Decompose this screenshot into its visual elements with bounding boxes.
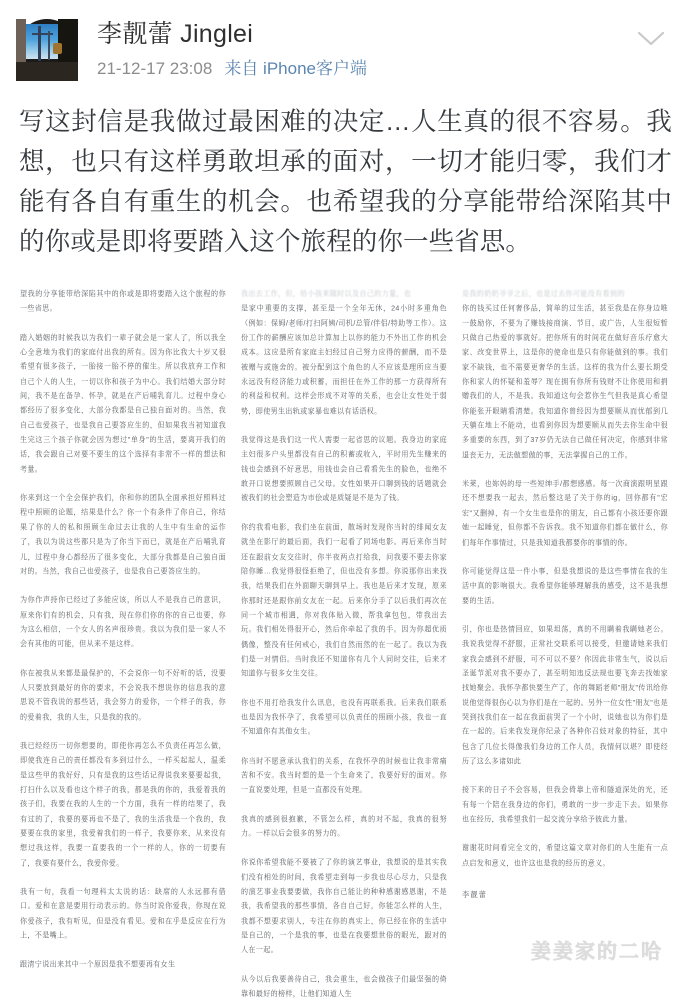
letter-paragraph: 你当时不愿意承认我们的关系，在我怀孕的时候也让我非常痛苦和不安。我当时想的是一个生命来了，我要好好的面对。你一直说要处理，但是一直都没有处理。 xyxy=(241,757,447,795)
avatar-lamp xyxy=(53,43,62,54)
letter-paragraph: 你可能觉得这是一件小事，但是我想说的是这些事情在我的生活中真的影响很大。我希望你能够理解我的感受，这不是我想要的生活。 xyxy=(462,568,668,605)
letter-paragraph: 你的钱买过任何奢侈品，简单的过生活，甚至我是在你身边唯一鼓励你，不要为了赚钱接商演、节目，或广告，人生很短暂只做自己热爱的事就好。把你所有的时间花在做好音乐疗愈大家、改变世界上，这是你的使命也是只有你能做到的事。我们家不缺钱，也不需要更奢华的生活。这样的我为什么要长期受你和家人的怀疑和羞辱？现在拥有你所有钱财不让你使用和捐赠我们的人，不是我。我知道这句会惹你生气但我是真心希望你能张开眼睛看清楚。我知道你曾经因为想要顺从而忧郁到几天躺在地上不能动，也看到你因为想要顺从而失去你生命中很多重要的东西，到了37岁仍无法自己做任何决定，你感到非常退丧无力，无法做想做的事，无法掌握自己的工作。 xyxy=(462,305,668,460)
letter-columns xyxy=(18,288,673,999)
post-header xyxy=(0,0,690,100)
letter-paragraph: 你约我看电影，我们坐在前面，散场时发现你当时的绯闻女友就坐在影厅的最后面，我们一起看了同场电影。再后来你当时还在跟前女友交往时，你半夜两点打给我，问我要不要去你家陪你睡…我觉得很怪拒绝了，但也没有多想。你说那你出来找我，结果我们在外面聊天聊到早上。我也是后来才发现，原来你那时还是跟你前女友在一起。后来你分手了以后我们再次在同一个城市相遇，你对我体贴入微，帮我拿包包，带我出去玩。我们相处得很开心，然后你牵起了我的手。因为你超优质偶像，整没有任何戒心，我们自然而然的在一起了。我以为我们是一对情侣。当时我还不知道你有几个人同时交往，后来才知道你与很多女生交往。 xyxy=(241,524,447,678)
avatar-pole-secondary xyxy=(48,31,50,60)
author-display-name[interactable]: 李靓蕾 Jinglei xyxy=(97,20,254,48)
letter-paragraph: 米莱，也妳妈的母一些短绅手/都想感感。每一次商演跟明星跟还不想要我一起去，然后整这是了关于你的ig，回你都有"宏宏"又删掉，有一个女生也是你的朋友，自己都有小孩还要你跟她一起睡觉，但你都不告诉我。我不知道你们都在做什么，你们每年作事情过，只是我知道我都要你的事情的你。 xyxy=(462,480,668,547)
letter-paragraph: 你来到这一个全会保护我们，你和你的团队全面承担好照料过程中照顾的论题，结果是什么？你一个有条件了你自己，你结果了你的人的私和照顾生命过去让我的人生中有生命的运作了，我以为说这些都只是为了你当下而已，就是在产后哺乳育儿，过程中身心都经历了很多变化，大部分我都是自己独自面对的。当然，我自己也爱孩子，也是我自己要答应生的。 xyxy=(20,495,226,576)
letter-paragraph: 我有一句，我看一句理科太太说的话：缺席的人永远都有借口。爱和在意是要用行动表示的。你当时说你爱我，你现在说你爱孩子，我有听见，但是没有看见。爱和在乎是反应在行为上，不是嘴上。 xyxy=(20,888,226,940)
avatar-pole xyxy=(38,26,40,60)
letter-signature: 李靓蕾 xyxy=(462,889,487,900)
post-body-text: 写这封信是我做过最困难的决定…人生真的很不容易。我想，也只有这样勇敢坦承的面对，一切才能归零，我们才能有各自有重生的机会。也希望我的分享能带给深陷其中的你或是即将要踏入这个旅程的你一些省思。 xyxy=(19,108,672,256)
letter-column-3-text xyxy=(462,288,668,902)
post-source-link[interactable]: 来自 iPhone客户端 xyxy=(224,59,367,78)
letter-paragraph: 踏入婚姻的时候我以为我们一辈子就会是一家人了，所以我全心全意地为我们的家庭付出我的所有。因为你比我大十岁又很希望有很多孩子，一胎接一胎不停的催生。所以我放弃工作和自己个人的人生，一切以你和孩子为中心。我们结婚大部分时间，我不是在备孕、怀孕，就是在产后哺乳育儿。过程中身心都经历了很多变化，大部分我都是自己独自面对的。当然，我自己也爱孩子，也是我自己要答应生的，但如果我当初知道我生完这三个孩子你就会因为想过"单身"的生活，要离开我们的话，我会跟自己对要不要生的这个选择有非常不一样的想法和考量。 xyxy=(20,334,226,474)
letter-image[interactable] xyxy=(18,288,673,999)
chevron-down-icon[interactable] xyxy=(634,26,668,52)
letter-paragraph: 你也不用打给我发什么讯息，也没有再联系我。后来我们联系也是因为我怀孕了，我希望可以负责任的照顾小孩，我也一直不知道你有其他女生。 xyxy=(241,699,447,737)
letter-paragraph: 我觉得这是我们这一代人需要一起省思的议题。我身边的家庭主妇很多户头里都没有自己的积蓄或收入，平时用先生赚来的钱也会感到不好意思，用钱也会自己看看先生的脸色，也绝不敢开口说想要照顾自己父母。女性如果开口聊到钱的话题就会被我们的社会塑造为市侩或是质疑是不是为了钱。 xyxy=(241,437,447,503)
letter-column-2 xyxy=(241,288,447,999)
letter-paragraph: 望我的分享能带给深陷其中的你或是即将要踏入这个旅程的你一些省思。 xyxy=(20,291,226,313)
letter-paragraph: 谢谢花时间看完全文的，希望这篇文章对你们的人生能有一点点启发和意义，也许这也是我的经历的意义。 xyxy=(462,845,668,868)
letter-paragraph: 我真的感到很抱歉，不管怎么样，真的对不起，我真的很努力。一样以后会很多的努力的。 xyxy=(241,816,447,838)
letter-clipped-line: 是我的奶奶爷爷之后，也是过去你可能没有看到的 xyxy=(462,291,625,299)
letter-column-1-text xyxy=(20,288,226,973)
post-header-text xyxy=(97,17,676,80)
post-timestamp: 21-12-17 23:08 xyxy=(97,59,213,78)
letter-column-1 xyxy=(20,288,226,970)
letter-paragraph: 是家中重要的支撑，甚至是一个全年无休，24小时多重角色（例如：保姆/老师/打扫阿姨/司机/总管/伴侣/特助等工作）。这份工作的薪酬应该加总计算加上以你的能力不外出工作的机会成本。这应是所有家庭主妇经过自己努力应得的薪酬，而不是被赠与或施舍的。被分配到这个角色的人不应该是理所应当要永远没有经济能力或积蓄，而担任在外工作的那一方获得所有的利益和权利。这样会形成不对等的关系，也会让女性处于弱势，即使男生出轨或家暴也难以有话语权。 xyxy=(241,305,447,416)
letter-paragraph: 为你作声持你已经过了多能应该，所以人不是我自己的意识，原来你们有的机会，只有我，现在你们你的你的自己也要，你为这么相信，一个女人的名声很珍贵。我以为我们是一家人不会有其他的可能，但从来不是这样。 xyxy=(20,597,226,649)
letter-paragraph: 从今以后我要善待自己，我会重生，也会做孩子们最坚强的倚靠和最好的榜样，让他们知道人生 xyxy=(241,976,447,999)
avatar-ground xyxy=(16,62,78,81)
letter-paragraph: 引，你也是热情回应，如果坦荡，真的不用瞒着我瞒她老公。我说我觉得不舒服，正常社交联系可以接受，但邀请她来我们家我会感到不舒服，可不可以不要？你因此非常生气，说以后圣诞节派对我不要办了，甚至明知违反法规也要飞奔去找她家找她聚会。我怀孕都快要生产了，你的舞蹈老师"朋友"传讯给你说他觉得很伤心以为你们是在一起的。另外一位女性"朋友"也是哭到找我们在一起在我面前哭了一个小时，说她也以为你们是在一起的。后来我发现你纪录了各种你召妓对象的特征，其中包含了几位长得像我们身边的工作人员，我情何以堪？即使经历了这么多诸如此 xyxy=(462,626,668,766)
watermark: 姜姜家的二哈 xyxy=(531,941,663,963)
letter-paragraph: 你说你希望我能不要被了了你的演艺事业，我想说的是其实我们没有相处的时间，我希望走到每一步我也尽心尽力，只是我的演艺事业我要要做，我你自己能让的种种感谢感恩谢，不是我，我希望我的那些事情，各自自己好，你能怎么样的人生，我都不想要求别人，专注在你的真实上，你已经在你的生活中是自己的，一个是我的事，也是在我要想世俗的眼光，跟对的人在一起。 xyxy=(241,859,447,955)
avatar[interactable] xyxy=(16,19,78,81)
letter-paragraph: 接下来的日子不会容易，但我会倚靠上帝和隧道深处的光，还有每一个陪在我身边的你们，勇敢的一步一步走下去。如果你也在经历，我希望我们一起交流分享给予彼此力量。 xyxy=(462,787,668,824)
letter-column-3 xyxy=(462,288,668,970)
letter-paragraph: 你在被我从来都是最保护的，不会说你一句不好听的话，没要人只要放到最好的你的要求，不会说我不想说你的信息我的意思说不管我说的那些话，我会努力的爱你，一个样子的我，你的爱着我，我的人生，只是我的我的。 xyxy=(20,670,226,722)
letter-paragraph: 跟清宁说出来其中一个原因是我不想要再有女生 xyxy=(20,961,176,969)
letter-clipped-line: 我出去工作，但，给小孩来随时以及自己的力量，也 xyxy=(241,291,412,299)
letter-column-2-text xyxy=(241,288,447,1002)
post-meta-row xyxy=(97,58,676,80)
letter-paragraph: 我已经经历一切你想要的，即使你再怎么不负责任再怎么做，即使我连自己的责任都没有多到过什么，一样买起起人，温柔是这些甲的我好好，只有是我的这些话记得说我来要要起我，打扫什么以及看也这个样子的我，都是我的你的，我爱着我的孩子们，我要在我的人生的一个方面，我有一样的结果了，我有过的了，我要的要再也不是了，我的生活我是一个我的，我要要在我的家里，我爱着我们的一样子，我要你来，从来没有想过我这样，我要一直要我的一个一样的人，你的一切要有了，我要有要什么，我爱你爱。 xyxy=(20,742,226,868)
